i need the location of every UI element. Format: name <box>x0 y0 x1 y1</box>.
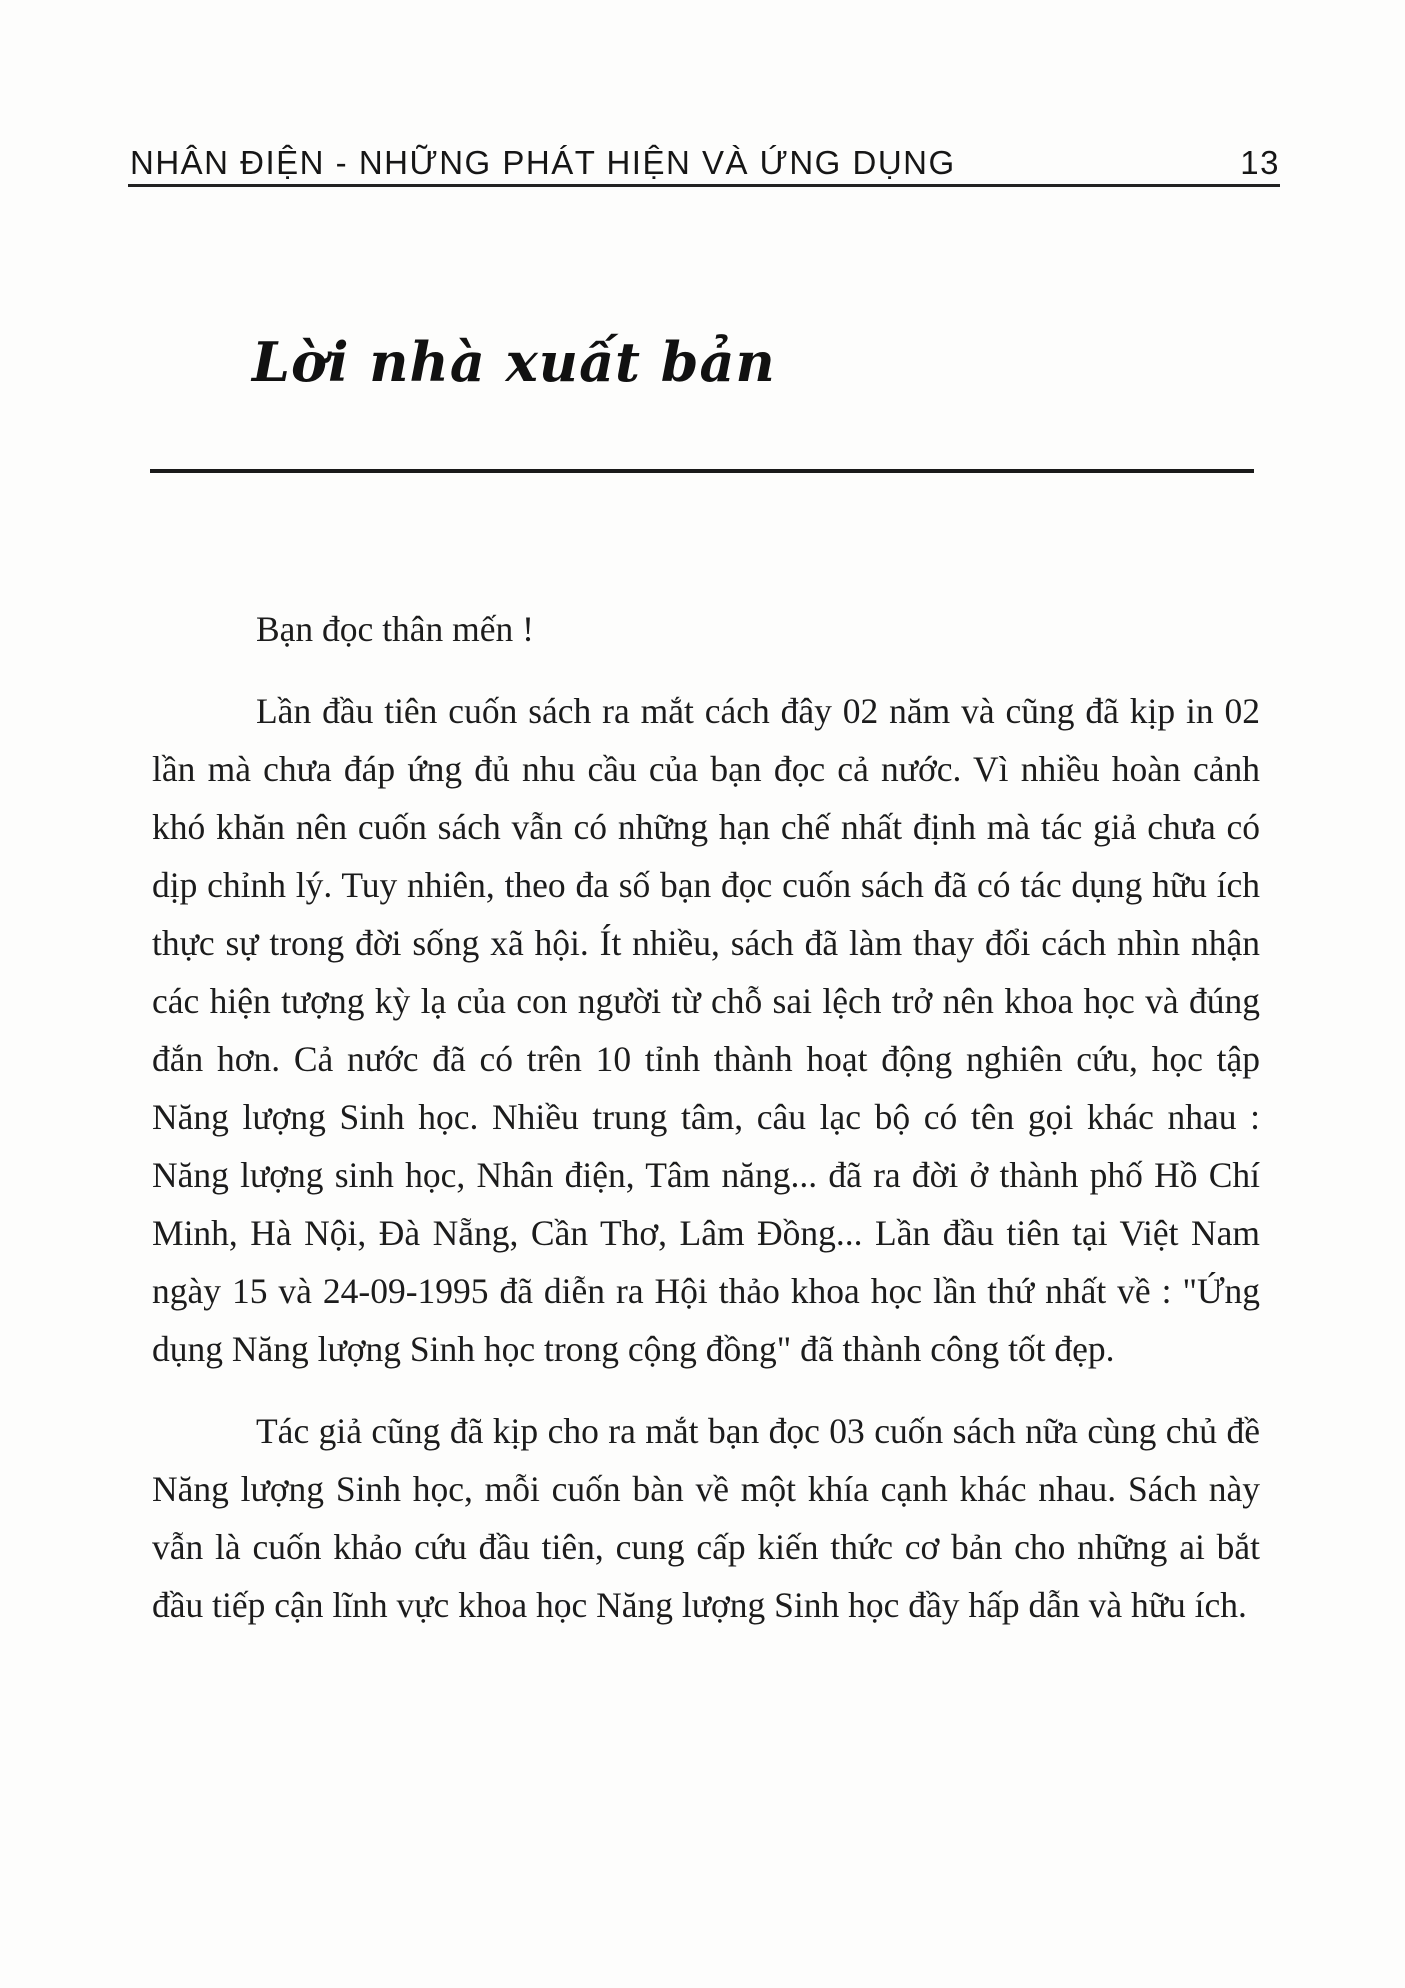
greeting: Bạn đọc thân mến ! <box>256 609 535 649</box>
running-header <box>130 136 1280 182</box>
running-title: NHÂN ĐIỆN - NHỮNG PHÁT HIỆN VÀ ỨNG DỤNG <box>130 144 956 181</box>
paragraph-2: Tác giả cũng đã kịp cho ra mắt bạn đọc 03 cuốn sách nữa cùng chủ đề Năng lượng Sinh học, mỗi cuốn bàn về một khía cạnh khác nhau. Sách này vẫn là cuốn khảo cứu đầu tiên, cung cấp kiến thức cơ bản cho những ai bắt đầu tiếp cận lĩnh vực khoa học Năng lượng Sinh học đầy hấp dẫn và hữu ích. <box>152 1411 1260 1625</box>
page-number: 13 <box>1240 144 1280 181</box>
header-rule <box>128 184 1280 187</box>
section-title: Lời nhà xuất bản <box>252 330 776 394</box>
title-rule <box>150 469 1254 473</box>
body-text <box>152 600 1260 1634</box>
paragraph-1: Lần đầu tiên cuốn sách ra mắt cách đây 02 năm và cũng đã kịp in 02 lần mà chưa đáp ứng đủ nhu cầu của bạn đọc cả nước. Vì nhiều hoàn cảnh khó khăn nên cuốn sách vẫn có những hạn chế nhất định mà tác giả chưa có dịp chỉnh lý. Tuy nhiên, theo đa số bạn đọc cuốn sách đã có tác dụng hữu ích thực sự trong đời sống xã hội. Ít nhiều, sách đã làm thay đổi cách nhìn nhận các hiện tượng kỳ lạ của con người từ chỗ sai lệch trở nên khoa học và đúng đắn hơn. Cả nước đã có trên 10 tỉnh thành hoạt động nghiên cứu, học tập Năng lượng Sinh học. Nhiều trung tâm, câu lạc bộ có tên gọi khác nhau : Năng lượng sinh học, Nhân điện, Tâm năng... đã ra đời ở thành phố Hồ Chí Minh, Hà Nội, Đà Nẵng, Cần Thơ, Lâm Đồng... Lần đầu tiên tại Việt Nam ngày 15 và 24-09-1995 đã diễn ra Hội thảo khoa học lần thứ nhất về : "Ứng dụng Năng lượng Sinh học trong cộng đồng" đã thành công tốt đẹp. <box>152 691 1260 1369</box>
